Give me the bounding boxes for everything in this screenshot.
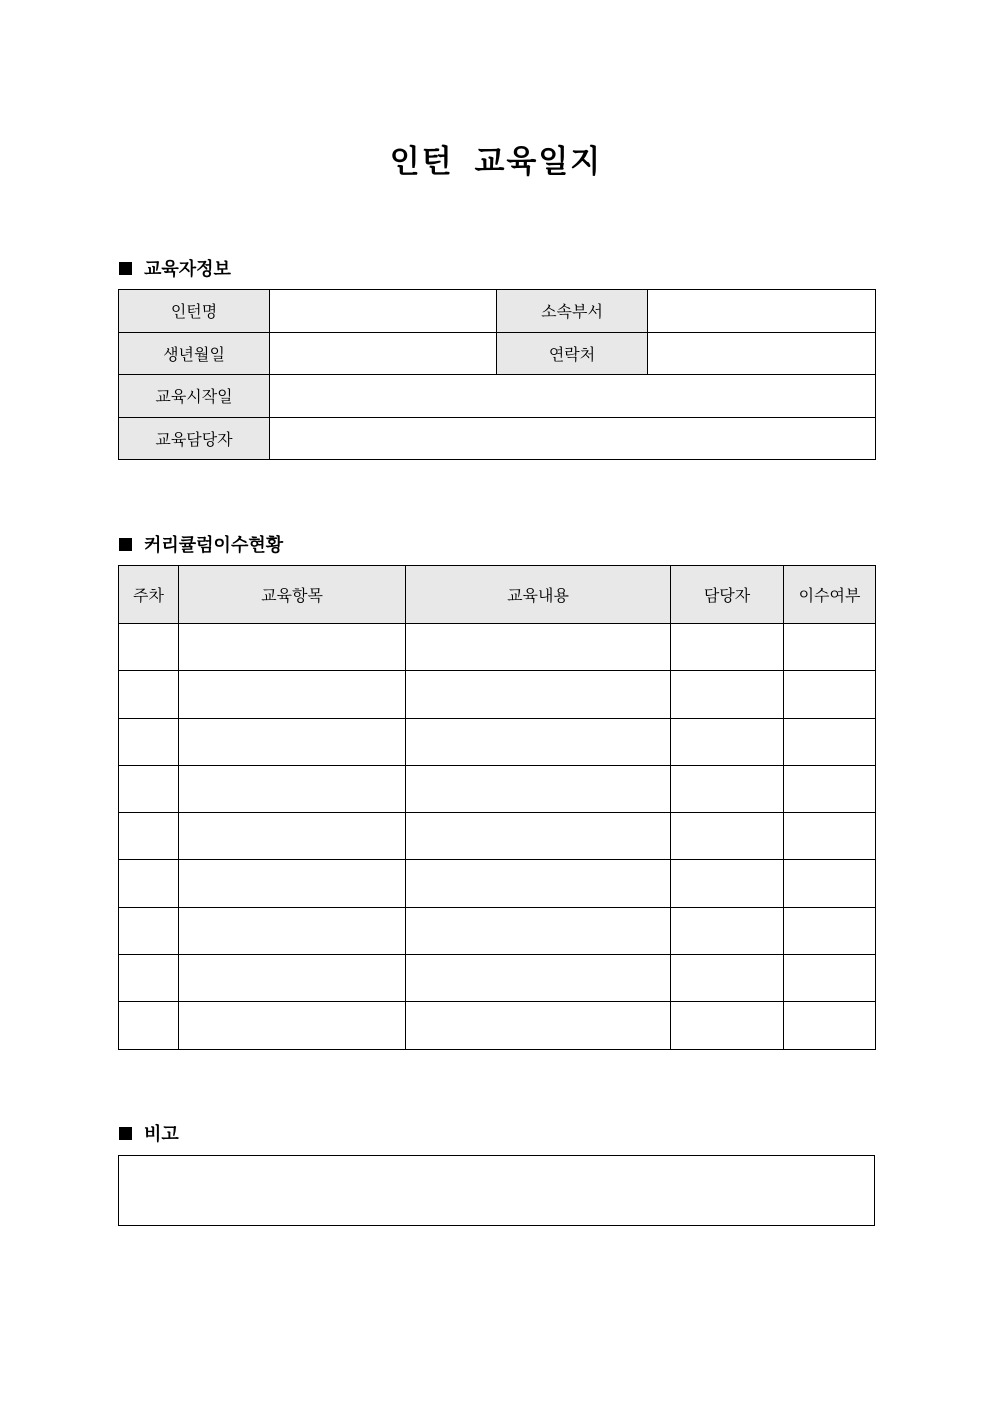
section-heading-label: 커리큘럼이수현황	[144, 535, 284, 556]
table-row	[119, 955, 876, 1002]
completion-cell[interactable]	[784, 955, 876, 1002]
manager-cell[interactable]	[671, 813, 784, 860]
completion-cell[interactable]	[784, 813, 876, 860]
week-cell[interactable]	[119, 765, 179, 812]
topic-cell[interactable]	[179, 955, 406, 1002]
topic-cell[interactable]	[179, 813, 406, 860]
week-cell[interactable]	[119, 955, 179, 1002]
department-field[interactable]	[648, 290, 876, 333]
table-row	[119, 718, 876, 765]
completion-cell[interactable]	[784, 671, 876, 718]
table-row	[119, 860, 876, 907]
column-header-manager: 담당자	[671, 566, 784, 624]
topic-cell[interactable]	[179, 1002, 406, 1049]
completion-cell[interactable]	[784, 718, 876, 765]
topic-cell[interactable]	[179, 765, 406, 812]
completion-cell[interactable]	[784, 624, 876, 671]
completion-cell[interactable]	[784, 907, 876, 954]
manager-label: 교육담당자	[119, 417, 270, 460]
section-heading-label: 비고	[144, 1124, 179, 1145]
intern-name-label: 인턴명	[119, 290, 270, 333]
content-cell[interactable]	[406, 907, 671, 954]
contact-label: 연락처	[497, 332, 648, 375]
manager-cell[interactable]	[671, 624, 784, 671]
manager-cell[interactable]	[671, 907, 784, 954]
contact-field[interactable]	[648, 332, 876, 375]
completion-cell[interactable]	[784, 860, 876, 907]
square-bullet-icon	[119, 1127, 132, 1140]
manager-cell[interactable]	[671, 955, 784, 1002]
curriculum-table	[118, 565, 876, 1050]
content-cell[interactable]	[406, 813, 671, 860]
content-cell[interactable]	[406, 955, 671, 1002]
manager-cell[interactable]	[671, 671, 784, 718]
week-cell[interactable]	[119, 813, 179, 860]
content-cell[interactable]	[406, 718, 671, 765]
table-row	[119, 671, 876, 718]
content-cell[interactable]	[406, 624, 671, 671]
section-heading-remarks	[119, 1120, 179, 1146]
trainee-info-table	[118, 289, 876, 460]
content-cell[interactable]	[406, 765, 671, 812]
intern-name-field[interactable]	[270, 290, 497, 333]
section-heading-label: 교육자정보	[144, 259, 231, 280]
section-heading-trainee-info	[119, 255, 231, 281]
section-heading-curriculum	[119, 531, 283, 557]
topic-cell[interactable]	[179, 671, 406, 718]
table-row	[119, 765, 876, 812]
week-cell[interactable]	[119, 624, 179, 671]
birth-date-field[interactable]	[270, 332, 497, 375]
square-bullet-icon	[119, 262, 132, 275]
table-row	[119, 813, 876, 860]
manager-cell[interactable]	[671, 860, 784, 907]
column-header-content: 교육내용	[406, 566, 671, 624]
remarks-field[interactable]	[118, 1155, 875, 1226]
square-bullet-icon	[119, 538, 132, 551]
week-cell[interactable]	[119, 860, 179, 907]
column-header-completion: 이수여부	[784, 566, 876, 624]
completion-cell[interactable]	[784, 1002, 876, 1049]
week-cell[interactable]	[119, 1002, 179, 1049]
content-cell[interactable]	[406, 1002, 671, 1049]
document-title: 인턴 교육일지	[389, 144, 603, 180]
completion-cell[interactable]	[784, 765, 876, 812]
department-label: 소속부서	[497, 290, 648, 333]
manager-cell[interactable]	[671, 765, 784, 812]
topic-cell[interactable]	[179, 624, 406, 671]
column-header-week: 주차	[119, 566, 179, 624]
content-cell[interactable]	[406, 671, 671, 718]
week-cell[interactable]	[119, 907, 179, 954]
topic-cell[interactable]	[179, 718, 406, 765]
column-header-topic: 교육항목	[179, 566, 406, 624]
start-date-field[interactable]	[270, 375, 876, 418]
curriculum-body	[119, 624, 876, 1050]
table-row	[119, 1002, 876, 1049]
birth-date-label: 생년월일	[119, 332, 270, 375]
topic-cell[interactable]	[179, 907, 406, 954]
table-row	[119, 624, 876, 671]
manager-cell[interactable]	[671, 1002, 784, 1049]
week-cell[interactable]	[119, 671, 179, 718]
topic-cell[interactable]	[179, 860, 406, 907]
content-cell[interactable]	[406, 860, 671, 907]
manager-cell[interactable]	[671, 718, 784, 765]
start-date-label: 교육시작일	[119, 375, 270, 418]
table-row	[119, 907, 876, 954]
manager-field[interactable]	[270, 417, 876, 460]
week-cell[interactable]	[119, 718, 179, 765]
